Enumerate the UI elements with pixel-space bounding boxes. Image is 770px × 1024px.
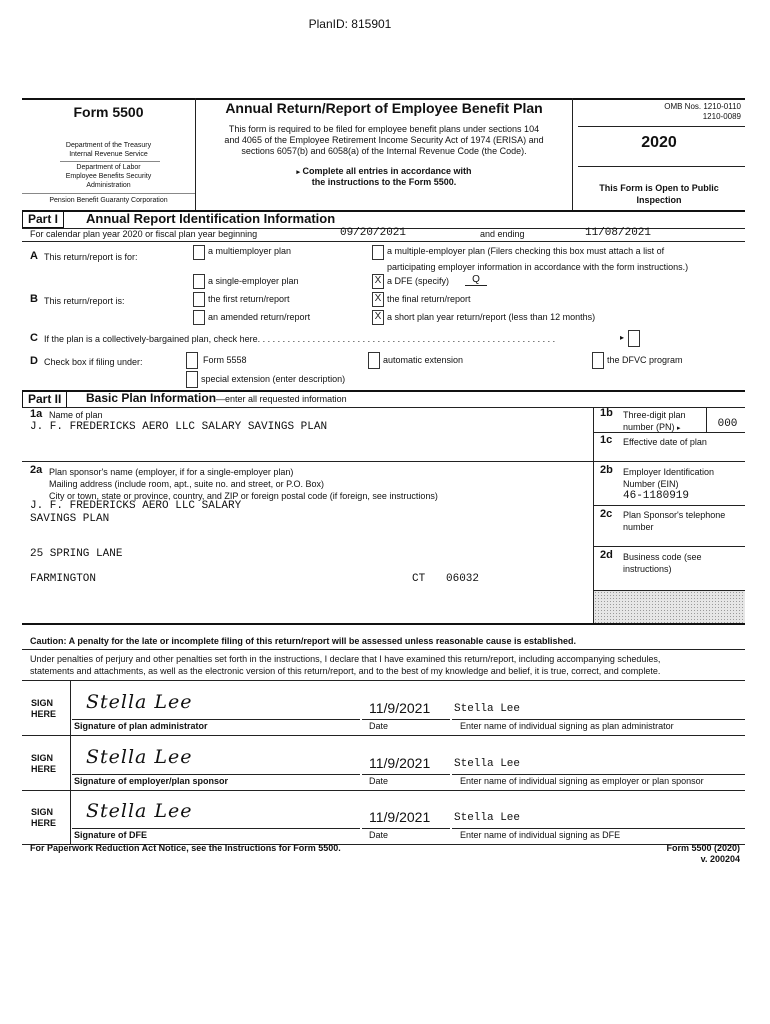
line-1b-text-1: Three-digit plan — [623, 410, 686, 420]
special-extension-checkbox[interactable] — [186, 371, 198, 388]
signature-date[interactable]: 11/9/2021 — [369, 755, 431, 771]
multiple-employer-checkbox[interactable] — [372, 245, 384, 260]
line-2b-text-2: Number (EIN) — [623, 479, 679, 489]
signature-date[interactable]: 11/9/2021 — [369, 700, 431, 716]
here-label: HERE — [31, 709, 57, 719]
line-2a-text-1: Plan sponsor's name (employer, if for a single-employer plan) — [49, 467, 294, 477]
line-2c-rule — [593, 546, 745, 547]
line-1a-text: Name of plan — [49, 410, 103, 420]
pn-box-divider — [706, 407, 707, 432]
line-2d-text-2: instructions) — [623, 564, 672, 574]
date-label: Date — [369, 721, 389, 731]
paperwork-notice: For Paperwork Reduction Act Notice, see the Instructions for Form 5500. — [30, 843, 341, 853]
line-c-text: If the plan is a collectively-bargained plan, check here. . . . . . . . . . . . . . . . . . . . . . . . . . . . . . . . . . . . . . . . . . . . . . . . . . . . . . . . . . . . — [44, 334, 556, 344]
line-1a-num: 1a — [30, 408, 43, 420]
dfe-label: a DFE (specify) — [387, 276, 450, 286]
line-2d-num: 2d — [600, 549, 613, 561]
final-return-checkbox[interactable]: X — [372, 292, 384, 307]
final-return-label: the final return/report — [387, 294, 471, 304]
sponsor-zip[interactable]: 06032 — [446, 573, 480, 585]
sign-label: SIGN — [31, 753, 54, 763]
complete-instructions-text: Complete all entries in accordance with — [302, 166, 472, 176]
agency-ebsa-2: Administration — [86, 182, 131, 189]
line-d-label: D — [30, 355, 38, 367]
line-1b-text-2-label: number (PN) — [623, 422, 675, 432]
here-label: HERE — [31, 764, 57, 774]
agency-pbgc: Pension Benefit Guaranty Corporation — [49, 197, 168, 204]
plan-year-end-date[interactable]: 11/08/2021 — [585, 227, 652, 239]
line-b-label: B — [30, 293, 38, 305]
part-2-label: Part II — [22, 391, 67, 408]
signature-image[interactable]: Stella Lee — [86, 691, 193, 713]
multiemployer-label: a multiemployer plan — [208, 246, 292, 256]
line-2c-text-2: number — [623, 522, 654, 532]
line-2d-text-1: Business code (see — [623, 552, 702, 562]
omb-number-2: 1210-0089 — [702, 112, 741, 121]
sign-here-divider — [70, 790, 71, 844]
name-label: Enter name of individual signing as DFE — [460, 830, 621, 840]
amended-return-checkbox[interactable] — [193, 310, 205, 325]
automatic-extension-checkbox[interactable] — [368, 352, 380, 369]
sign-label: SIGN — [31, 807, 54, 817]
sign-here-divider — [70, 736, 71, 790]
single-employer-checkbox[interactable] — [193, 274, 205, 289]
arrow-right-icon: ▸ — [296, 169, 300, 176]
caution-title: Caution: A penalty for the late or incomplete filing of this return/report will be assessed unless reasonable cause is established. — [30, 636, 576, 646]
part-1-label: Part I — [22, 211, 64, 228]
form-description-1: This form is required to be filed for employee benefit plans under sections 104 — [228, 124, 540, 134]
agency-ebsa: Employee Benefits Security — [65, 173, 152, 180]
multiple-employer-label-2: participating employer information in accordance with the form instructions.) — [387, 262, 689, 272]
complete-instructions-2: the instructions to the Form 5500. — [311, 177, 457, 187]
agency-treasury: Department of the Treasury — [65, 142, 152, 149]
signature-row-rule — [22, 790, 745, 791]
date-line — [362, 774, 450, 775]
line-2a-text-2: Mailing address (include room, apt., suite no. and street, or P.O. Box) — [49, 479, 324, 489]
plan-number-value[interactable]: 000 — [717, 418, 738, 430]
sign-label: SIGN — [31, 698, 54, 708]
special-extension-label: special extension (enter description) — [201, 374, 346, 384]
omb-number-1: OMB Nos. 1210-0110 — [664, 102, 741, 111]
multiple-employer-label: a multiple-employer plan (Filers checking this box must attach a list of — [387, 246, 665, 256]
line-2c-text-1: Plan Sponsor's telephone — [623, 510, 726, 520]
line-1b-num: 1b — [600, 407, 613, 419]
line-2b-num: 2b — [600, 464, 613, 476]
date-label: Date — [369, 776, 389, 786]
plan-year-begin-date[interactable]: 09/20/2021 — [340, 227, 407, 239]
form-5558-label: Form 5558 — [203, 355, 247, 365]
single-employer-label: a single-employer plan — [208, 276, 299, 286]
first-return-checkbox[interactable] — [193, 292, 205, 307]
part-2-heading — [86, 391, 347, 405]
short-plan-year-label: a short plan year return/report (less than 12 months) — [387, 312, 596, 322]
dfe-specify-value[interactable]: Q — [465, 274, 487, 286]
form-version: v. 200204 — [700, 854, 740, 864]
signature-line — [72, 828, 360, 829]
form-description-3: sections 6057(b) and 6058(a) of the Internal Revenue Code (the Code). — [241, 146, 527, 156]
arrow-right-icon: ▸ — [620, 333, 625, 342]
automatic-extension-label: automatic extension — [383, 355, 464, 365]
line-2b-rule — [593, 505, 745, 506]
sponsor-name-1[interactable]: J. F. FREDERICKS AERO LLC SALARY — [30, 500, 242, 512]
signature-line — [72, 719, 360, 720]
multiemployer-checkbox[interactable] — [193, 245, 205, 260]
agency-divider — [60, 161, 160, 162]
year-rule — [578, 166, 745, 167]
sign-here-divider — [70, 681, 71, 735]
dfe-checkbox[interactable]: X — [372, 274, 384, 289]
line-a-label: A — [30, 250, 38, 262]
arrow-right-icon: ▸ — [677, 425, 681, 432]
line-1b-rule — [593, 432, 745, 433]
omb-rule — [578, 126, 745, 127]
part-1-title: Annual Report Identification Information — [86, 211, 336, 226]
calendar-rule — [22, 241, 745, 242]
form-title: Form 5500 — [73, 104, 144, 120]
signature-image[interactable]: Stella Lee — [86, 746, 193, 768]
part-2-title-suffix: —enter all requested information — [216, 394, 347, 404]
ein-value[interactable]: 46-1180919 — [623, 490, 690, 502]
date-label: Date — [369, 830, 389, 840]
part-2-bottom-rule — [22, 623, 745, 625]
tax-year: 2020 — [641, 134, 677, 151]
signature-role-label: Signature of plan administrator — [74, 721, 208, 731]
form-id: Form 5500 (2020) — [666, 843, 740, 853]
line-2c-num: 2c — [600, 508, 613, 520]
line-a-text: This return/report is for: — [44, 252, 138, 262]
plan-id: PlanID: 815901 — [308, 17, 392, 31]
line-1c-num: 1c — [600, 434, 613, 446]
signature-date[interactable]: 11/9/2021 — [369, 809, 431, 825]
line-d-text: Check box if filing under: — [44, 357, 143, 367]
caution-text-1: Under penalties of perjury and other penalties set forth in the instructions, I declare that I have examined this return/report, including accompanying schedules, — [30, 654, 661, 664]
here-label: HERE — [31, 818, 57, 828]
name-line — [452, 774, 745, 775]
part-2-rule — [22, 407, 745, 408]
and-ending-text: and ending — [480, 229, 525, 239]
signer-name[interactable]: Stella Lee — [454, 812, 521, 824]
sponsor-state[interactable]: CT — [412, 573, 426, 585]
signature-row-rule — [22, 735, 745, 736]
collectively-bargained-checkbox[interactable] — [628, 330, 640, 347]
agency-labor: Department of Labor — [76, 164, 141, 171]
line-2a-num: 2a — [30, 464, 43, 476]
complete-instructions-1 — [196, 166, 572, 176]
line-1b-text-2 — [623, 422, 681, 432]
name-line — [452, 719, 745, 720]
agency-irs: Internal Revenue Service — [69, 151, 148, 158]
caution-bottom-rule — [22, 680, 745, 681]
line-c-label: C — [30, 332, 38, 344]
main-title: Annual Return/Report of Employee Benefit Plan — [225, 100, 543, 116]
signature-role-label: Signature of DFE — [74, 830, 148, 840]
short-plan-year-checkbox[interactable]: X — [372, 310, 384, 325]
shaded-area — [594, 591, 745, 623]
open-inspection-2: Inspection — [636, 195, 682, 205]
sponsor-city[interactable]: FARMINGTON — [30, 573, 97, 585]
open-inspection-1: This Form is Open to Public — [599, 183, 719, 193]
line-2b-text-1: Employer Identification — [623, 467, 715, 477]
calendar-year-text: For calendar plan year 2020 or fiscal plan year beginning — [30, 229, 258, 239]
signer-name[interactable]: Stella Lee — [454, 703, 521, 715]
first-return-label: the first return/report — [208, 294, 290, 304]
form-description-2: and 4065 of the Employee Retirement Income Security Act of 1974 (ERISA) and — [224, 135, 544, 145]
agency-divider-2 — [22, 193, 195, 194]
signer-name[interactable]: Stella Lee — [454, 758, 521, 770]
form-5558-checkbox[interactable] — [186, 352, 198, 369]
date-line — [362, 828, 450, 829]
date-line — [362, 719, 450, 720]
line-b-text: This return/report is: — [44, 296, 125, 306]
part-2-title: Basic Plan Information — [86, 391, 217, 405]
line-1-bottom-rule — [22, 461, 745, 462]
line-1c-text: Effective date of plan — [623, 437, 707, 447]
amended-return-label: an amended return/report — [208, 312, 311, 322]
signature-role-label: Signature of employer/plan sponsor — [74, 776, 229, 786]
signature-line — [72, 774, 360, 775]
caution-text-2: statements and attachments, as well as the electronic version of this return/report, and to the best of my knowledge and belief, it is true, correct, and complete. — [30, 666, 661, 676]
sponsor-name-2[interactable]: SAVINGS PLAN — [30, 513, 110, 525]
dfvc-label: the DFVC program — [607, 355, 683, 365]
sponsor-address[interactable]: 25 SPRING LANE — [30, 548, 123, 560]
caution-rule — [22, 649, 745, 650]
name-line — [452, 828, 745, 829]
line-2a-text-3: City or town, state or province, country, and ZIP or foreign postal code (if foreign, see instructions) — [49, 491, 438, 501]
name-label: Enter name of individual signing as employer or plan sponsor — [460, 776, 704, 786]
signature-image[interactable]: Stella Lee — [86, 800, 193, 822]
plan-name-value[interactable]: J. F. FREDERICKS AERO LLC SALARY SAVINGS PLAN — [30, 421, 328, 433]
name-label: Enter name of individual signing as plan administrator — [460, 721, 674, 731]
dfvc-checkbox[interactable] — [592, 352, 604, 369]
